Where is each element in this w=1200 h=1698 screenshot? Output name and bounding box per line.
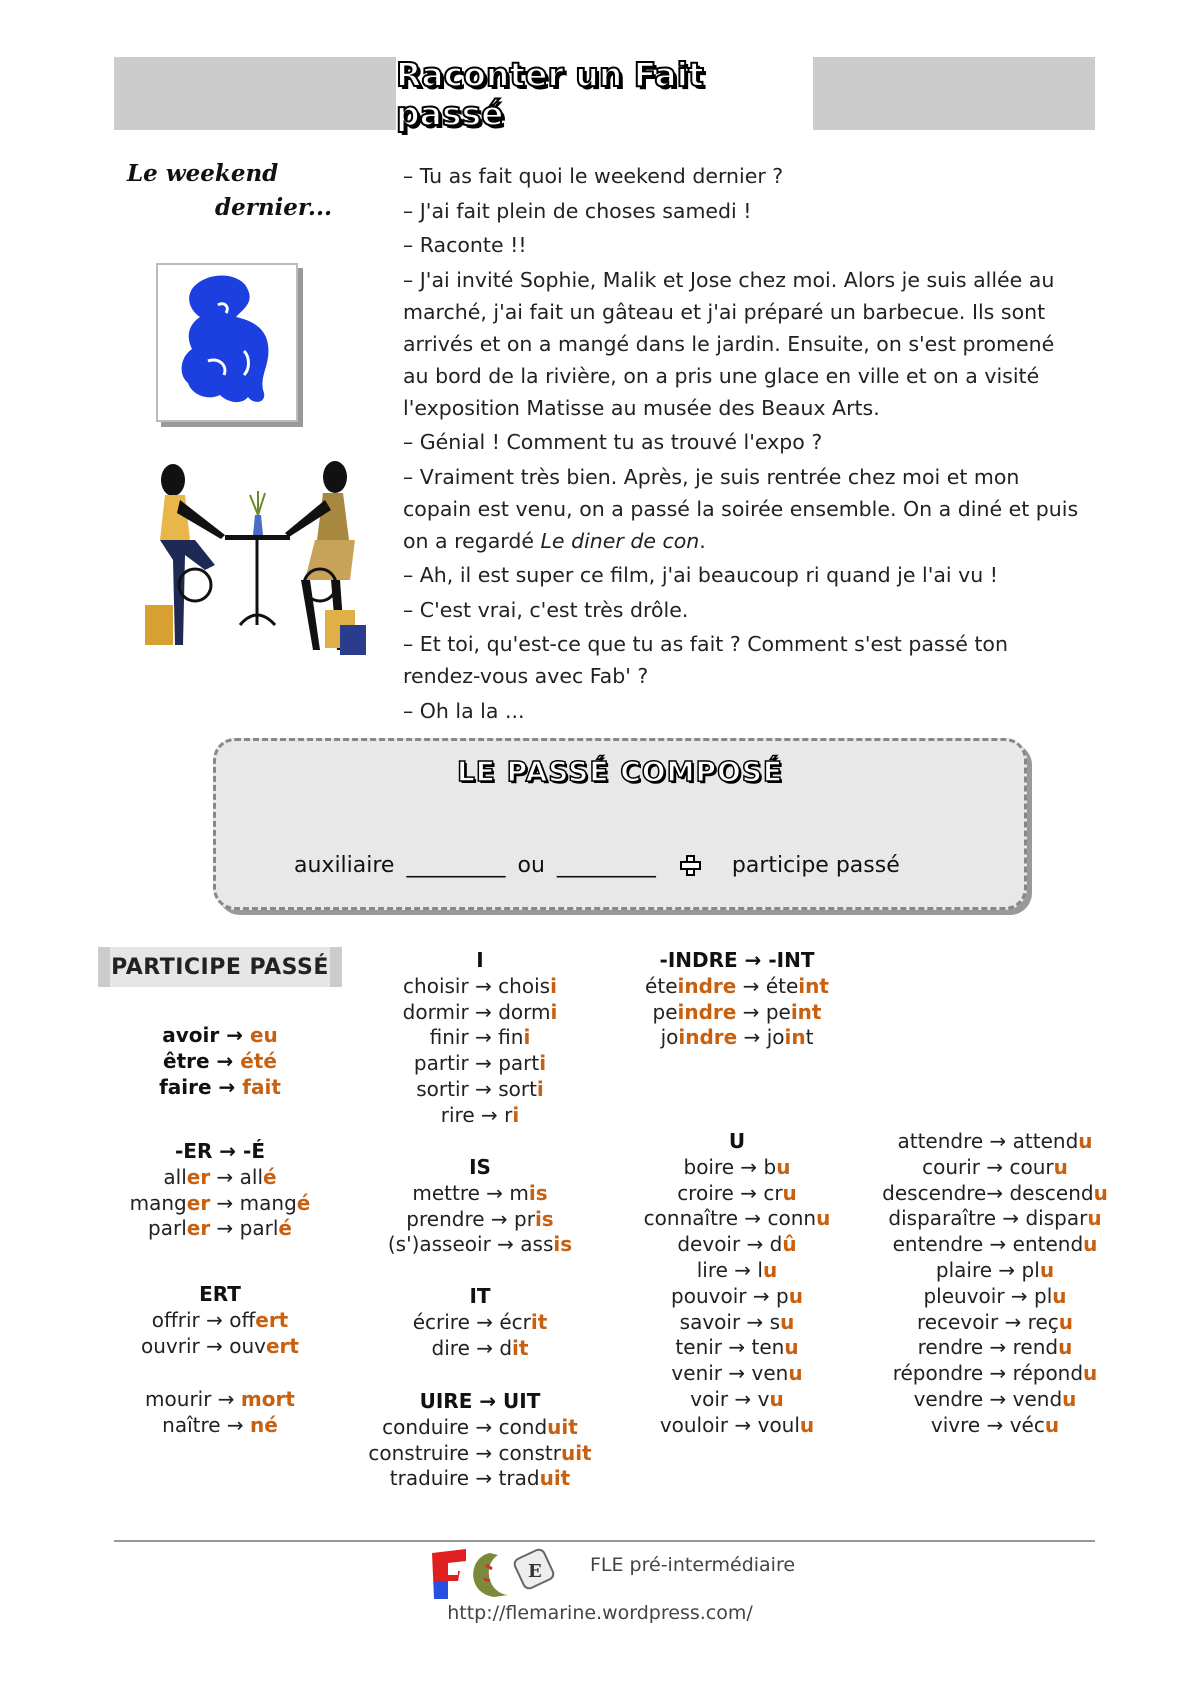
dialogue-text: – Raconte !! — [403, 233, 527, 257]
ending-highlight: uit — [547, 1414, 578, 1439]
dialogue — [403, 160, 1103, 729]
verb-row — [330, 1232, 630, 1258]
ending-highlight: û — [782, 1232, 797, 1257]
ending-highlight: u — [1039, 1257, 1055, 1282]
ending-highlight: né — [250, 1412, 278, 1437]
dialogue-line — [403, 264, 1103, 296]
dialogue-turn — [403, 195, 1103, 227]
dialogue-line — [403, 493, 1103, 525]
verb-text: rire → r — [440, 1102, 513, 1127]
verb-row — [330, 1025, 630, 1051]
verb-row — [587, 1155, 887, 1181]
ending-highlight: indre — [678, 1025, 738, 1050]
dialogue-text: copain est venu, on a passé la soirée ensemble. On a diné et puis — [403, 496, 1079, 521]
verb-row — [845, 1310, 1145, 1336]
verb-text: lire → l — [696, 1257, 763, 1282]
auxiliaire-label: auxiliaire — [294, 853, 395, 878]
verb-text: → jo — [737, 1025, 785, 1050]
ending-highlight: u — [762, 1257, 778, 1282]
verb-row — [587, 1025, 887, 1051]
participe-passe-header: PARTICIPE PASSÉ — [98, 947, 342, 987]
passe-compose-title: LE PASSÉ COMPOSÉ — [456, 755, 784, 788]
dialogue-turn — [403, 695, 1103, 727]
verb-text: écrire → écr — [412, 1309, 531, 1334]
group-heading — [330, 1284, 630, 1310]
ending-highlight: uit — [539, 1466, 571, 1491]
verb-text: -INDRE → -INT — [659, 948, 815, 972]
verb-text: faire → — [159, 1074, 243, 1099]
verb-row — [587, 1387, 887, 1413]
verb-row — [845, 1335, 1145, 1361]
verb-text: all — [163, 1164, 187, 1189]
dialogue-text: au bord de la rivière, on a pris une glace en ville et on a visité — [403, 363, 1040, 388]
ou-label: ou — [517, 853, 545, 878]
level-label: FLE pré-intermédiaire — [590, 1554, 796, 1576]
verb-row — [70, 1334, 370, 1360]
verb-row — [330, 974, 630, 1000]
verb-row — [587, 974, 887, 1000]
verb-text: être → — [163, 1048, 241, 1073]
verb-text: entendre → entend — [892, 1232, 1084, 1257]
verb-text: boire → b — [683, 1154, 777, 1179]
verb-row — [587, 1413, 887, 1439]
dialogue-text: marché, j'ai fait un gâteau et j'ai préparé un barbecue. Ils sont — [403, 299, 1046, 324]
dialogue-text: – C'est vrai, c'est très drôle. — [403, 597, 689, 622]
verb-text: rendre → rend — [917, 1335, 1059, 1360]
verb-group — [70, 1387, 370, 1439]
dialogue-text: on a regardé — [403, 528, 541, 553]
verb-row — [330, 1207, 630, 1233]
verb-text: pouvoir → p — [671, 1283, 789, 1308]
verb-group — [70, 1023, 370, 1100]
ending-highlight: u — [776, 1154, 791, 1179]
ending-highlight: u — [1083, 1232, 1098, 1257]
svg-text:E: E — [528, 1561, 542, 1582]
verb-group — [330, 1284, 630, 1361]
verb-row — [845, 1361, 1145, 1387]
verb-row — [70, 1216, 370, 1242]
dialogue-text: – Vraiment très bien. Après, je suis rentrée chez moi et mon — [403, 464, 1020, 489]
verb-text: croire → cr — [677, 1180, 783, 1205]
verb-text: plaire → pl — [935, 1257, 1040, 1282]
ending-highlight: er — [186, 1190, 211, 1215]
verb-text: finir → fin — [429, 1025, 524, 1050]
verb-text: (s')asseoir → ass — [387, 1232, 554, 1257]
ending-highlight: i — [512, 1102, 520, 1127]
ending-highlight: u — [1044, 1412, 1060, 1437]
verb-row — [587, 1310, 887, 1336]
passe-compose-formula — [294, 853, 900, 878]
verb-text: savoir → s — [679, 1309, 781, 1334]
ending-highlight: u — [788, 1283, 803, 1308]
verb-group — [70, 1282, 370, 1359]
verb-text: descendre→ descend — [882, 1180, 1094, 1205]
blank-2: _________ — [556, 853, 656, 878]
verb-text: → pe — [736, 999, 791, 1024]
verb-row — [587, 1232, 887, 1258]
ending-highlight: i — [550, 999, 558, 1024]
dialogue-line — [403, 628, 1103, 660]
verb-text: IT — [469, 1284, 491, 1308]
verb-text: venir → ven — [671, 1361, 789, 1386]
verb-text: t — [805, 1025, 814, 1050]
dialogue-line — [403, 594, 1103, 626]
verb-row — [845, 1284, 1145, 1310]
ending-highlight: indre — [677, 999, 737, 1024]
verb-text: répondre → répond — [892, 1361, 1084, 1386]
ending-highlight: u — [1078, 1129, 1093, 1153]
group-heading — [330, 1155, 630, 1181]
group-heading — [587, 948, 887, 974]
ending-highlight: u — [1062, 1386, 1077, 1411]
verb-text: I — [476, 948, 484, 972]
ending-highlight: er — [186, 1164, 211, 1189]
ending-highlight: ert — [265, 1333, 299, 1358]
dialogue-line — [403, 461, 1103, 493]
dialogue-line — [403, 559, 1103, 591]
title-box — [396, 54, 813, 133]
dialogue-text: arrivés et on a mangé dans le jardin. Ensuite, on s'est promené — [403, 331, 1055, 356]
ending-highlight: u — [788, 1361, 803, 1386]
verb-group — [330, 1389, 630, 1492]
ending-highlight: uit — [560, 1440, 592, 1465]
ending-highlight: eu — [249, 1023, 278, 1047]
verb-row — [70, 1413, 370, 1439]
dialogue-line — [403, 195, 1103, 227]
blank-1: _________ — [406, 853, 506, 878]
verb-text: → éte — [736, 973, 799, 998]
verb-text: connaître → conn — [643, 1206, 817, 1231]
dialogue-line — [403, 160, 1103, 192]
ending-highlight: u — [816, 1206, 831, 1231]
dialogue-line — [403, 695, 1103, 727]
ending-highlight: fait — [242, 1074, 281, 1099]
ending-highlight: é — [263, 1164, 277, 1189]
verb-row — [587, 1335, 887, 1361]
verb-row — [330, 1310, 630, 1336]
intro-line-1: Le weekend — [127, 160, 279, 187]
verb-text: construire → constr — [368, 1440, 561, 1465]
verb-row — [70, 1308, 370, 1334]
verb-row — [330, 1181, 630, 1207]
verb-row — [845, 1258, 1145, 1284]
participe-passe-label: participe passé — [731, 853, 900, 878]
verb-text: vouloir → voul — [659, 1412, 800, 1437]
ending-highlight: u — [1093, 1180, 1108, 1205]
verb-text: → all — [210, 1164, 264, 1189]
plus-icon — [680, 855, 702, 877]
verb-text: -ER → -É — [174, 1139, 265, 1163]
verb-text: traduire → trad — [389, 1466, 540, 1491]
dialogue-turn — [403, 160, 1103, 192]
group-heading — [587, 1129, 887, 1155]
ending-highlight: é — [296, 1190, 311, 1215]
verb-row — [845, 1155, 1145, 1181]
verb-text: → parl — [210, 1216, 279, 1241]
blue-nude-figure-icon — [158, 265, 296, 420]
verb-row — [845, 1387, 1145, 1413]
dialogue-line — [403, 426, 1103, 458]
verb-text: prendre → pr — [406, 1206, 535, 1231]
ending-highlight: int — [798, 973, 829, 998]
ending-highlight: u — [1087, 1206, 1102, 1231]
verb-group — [587, 1129, 887, 1439]
verb-text: choisir → chois — [403, 973, 551, 998]
ending-highlight: is — [528, 1180, 548, 1205]
matisse-image — [156, 263, 298, 422]
verb-row — [70, 1165, 370, 1191]
ending-highlight: u — [1058, 1309, 1074, 1334]
verb-row — [587, 1361, 887, 1387]
dialogue-text: . — [699, 528, 706, 553]
verb-text: IS — [469, 1155, 491, 1179]
verb-row — [845, 1129, 1145, 1155]
dialogue-text: rendez-vous avec Fab' ? — [403, 664, 649, 688]
site-url-text[interactable]: http://flemarine.wordpress.com/ — [447, 1602, 753, 1624]
verb-row — [330, 1441, 630, 1467]
ending-highlight: u — [769, 1386, 784, 1411]
verb-text: devoir → d — [677, 1232, 783, 1257]
verb-row — [70, 1387, 370, 1413]
page-title: Raconter un Fait passé — [396, 54, 704, 133]
verb-text: mettre → m — [412, 1180, 529, 1205]
dialogue-text: – Et toi, qu'est-ce que tu as fait ? Comment s'est passé ton — [403, 632, 1008, 656]
ending-highlight: i — [523, 1025, 531, 1050]
ending-highlight: i — [550, 973, 557, 998]
ending-highlight: u — [780, 1309, 795, 1334]
verb-text: UIRE → UIT — [419, 1389, 541, 1413]
intro-line-2: dernier... — [215, 194, 332, 221]
verb-row — [330, 1466, 630, 1492]
ending-highlight: ert — [255, 1307, 289, 1332]
group-heading — [330, 1389, 630, 1415]
verb-text: dormir → dorm — [402, 999, 551, 1024]
ending-highlight: i — [536, 1076, 544, 1101]
verb-text: voir → v — [690, 1386, 770, 1411]
group-heading — [70, 1282, 370, 1308]
ending-highlight: é — [278, 1216, 292, 1241]
verb-text: pleuvoir → pl — [923, 1283, 1053, 1308]
ending-highlight: u — [1058, 1335, 1073, 1360]
verb-text: parl — [148, 1216, 187, 1241]
verb-text: sortir → sort — [416, 1076, 537, 1101]
verb-text: U — [728, 1129, 746, 1153]
verb-text: recevoir → reç — [916, 1309, 1059, 1334]
verb-group — [587, 948, 887, 1051]
fle-logo-icon — [428, 1545, 568, 1603]
verb-row — [587, 1258, 887, 1284]
dialogue-text: – Ah, il est super ce film, j'ai beaucoup ri quand je l'ai vu ! — [403, 563, 998, 587]
dialogue-text: – Génial ! Comment tu as trouvé l'expo ? — [403, 430, 823, 454]
ending-highlight: it — [530, 1309, 548, 1334]
group-heading — [330, 948, 630, 974]
verb-row — [330, 1077, 630, 1103]
ending-highlight: u — [1052, 1283, 1067, 1308]
dialogue-turn — [403, 461, 1103, 557]
verb-row — [587, 1284, 887, 1310]
verb-text: offrir → off — [151, 1307, 256, 1332]
ending-highlight: été — [240, 1048, 277, 1073]
verb-row — [845, 1206, 1145, 1232]
group-heading — [70, 1139, 370, 1165]
dialogue-text: – J'ai fait plein de choses samedi ! — [403, 198, 752, 223]
verb-text: mourir → — [145, 1387, 241, 1411]
verb-row — [845, 1181, 1145, 1207]
verb-text: pe — [652, 999, 678, 1024]
verb-text: naître → — [162, 1412, 251, 1437]
verb-text: ERT — [199, 1282, 241, 1306]
dialogue-line — [403, 525, 1103, 557]
ending-highlight: u — [799, 1412, 815, 1437]
verb-text: tenir → ten — [675, 1335, 785, 1360]
verb-row — [330, 1336, 630, 1362]
verb-text: → mang — [210, 1190, 297, 1215]
verb-row — [845, 1413, 1145, 1439]
ending-highlight: in — [784, 1025, 806, 1050]
verb-text: vivre → véc — [930, 1412, 1045, 1437]
verb-text: courir → cour — [922, 1154, 1054, 1179]
dialogue-text: – Tu as fait quoi le weekend dernier ? — [403, 164, 784, 188]
verb-row — [845, 1232, 1145, 1258]
dialogue-turn — [403, 594, 1103, 626]
dialogue-turn — [403, 229, 1103, 261]
verb-row — [587, 1181, 887, 1207]
ending-highlight: u — [784, 1335, 799, 1360]
verb-text: attendre → attend — [897, 1129, 1079, 1153]
ending-highlight: is — [553, 1232, 573, 1257]
dialogue-text: – J'ai invité Sophie, Malik et Jose chez moi. Alors je suis allée au — [403, 267, 1055, 292]
site-url[interactable] — [0, 1602, 1200, 1624]
verb-row — [330, 1000, 630, 1026]
ending-highlight: mort — [240, 1387, 295, 1411]
passe-compose-box — [213, 738, 1027, 910]
verb-text: dire → d — [431, 1335, 513, 1360]
dialogue-line — [403, 660, 1103, 692]
dialogue-text: – Oh la la ... — [403, 698, 525, 723]
verb-row — [330, 1415, 630, 1441]
verb-row — [70, 1049, 370, 1075]
verb-text: disparaître → dispar — [888, 1206, 1088, 1231]
dialogue-line — [403, 229, 1103, 261]
verb-group — [70, 1139, 370, 1242]
women-silhouette-icon — [145, 455, 370, 670]
intro-heading — [127, 157, 332, 225]
verb-text: conduire → cond — [382, 1414, 548, 1439]
ending-highlight: u — [782, 1180, 797, 1205]
ending-highlight: indre — [677, 973, 737, 998]
film-title: Le diner de con — [540, 528, 700, 553]
ending-highlight: u — [1083, 1361, 1098, 1386]
verb-text: mang — [129, 1190, 187, 1215]
ending-highlight: u — [1053, 1154, 1068, 1179]
dialogue-line — [403, 328, 1103, 360]
ending-highlight: int — [790, 999, 822, 1024]
footer-divider — [114, 1540, 1095, 1542]
verb-row — [70, 1023, 370, 1049]
ending-highlight: i — [539, 1051, 547, 1076]
verb-row — [330, 1103, 630, 1129]
dialogue-line — [403, 296, 1103, 328]
ending-highlight: er — [186, 1216, 211, 1241]
verb-text: jo — [660, 1025, 679, 1050]
verb-text: partir → part — [413, 1051, 540, 1076]
verb-row — [330, 1051, 630, 1077]
verb-row — [70, 1075, 370, 1101]
verb-group — [845, 1129, 1145, 1439]
dialogue-turn — [403, 628, 1103, 692]
dialogue-turn — [403, 426, 1103, 458]
dialogue-line — [403, 392, 1103, 424]
fle-logo — [428, 1545, 568, 1603]
verb-row — [587, 1206, 887, 1232]
dialogue-turn — [403, 559, 1103, 591]
verb-row — [587, 1000, 887, 1026]
verb-text: avoir → — [162, 1023, 250, 1047]
verb-row — [70, 1191, 370, 1217]
dialogue-turn — [403, 264, 1103, 424]
verb-group — [330, 948, 630, 1129]
dialogue-line — [403, 360, 1103, 392]
ending-highlight: is — [534, 1206, 554, 1231]
dialogue-text: l'exposition Matisse au musée des Beaux Arts. — [403, 395, 880, 420]
ending-highlight: it — [512, 1335, 529, 1360]
verb-text: éte — [645, 973, 678, 998]
verb-group — [330, 1155, 630, 1258]
verb-text: vendre → vend — [913, 1386, 1063, 1411]
verb-text: ouvrir → ouv — [141, 1333, 266, 1358]
women-at-cafe-illustration — [145, 455, 370, 670]
